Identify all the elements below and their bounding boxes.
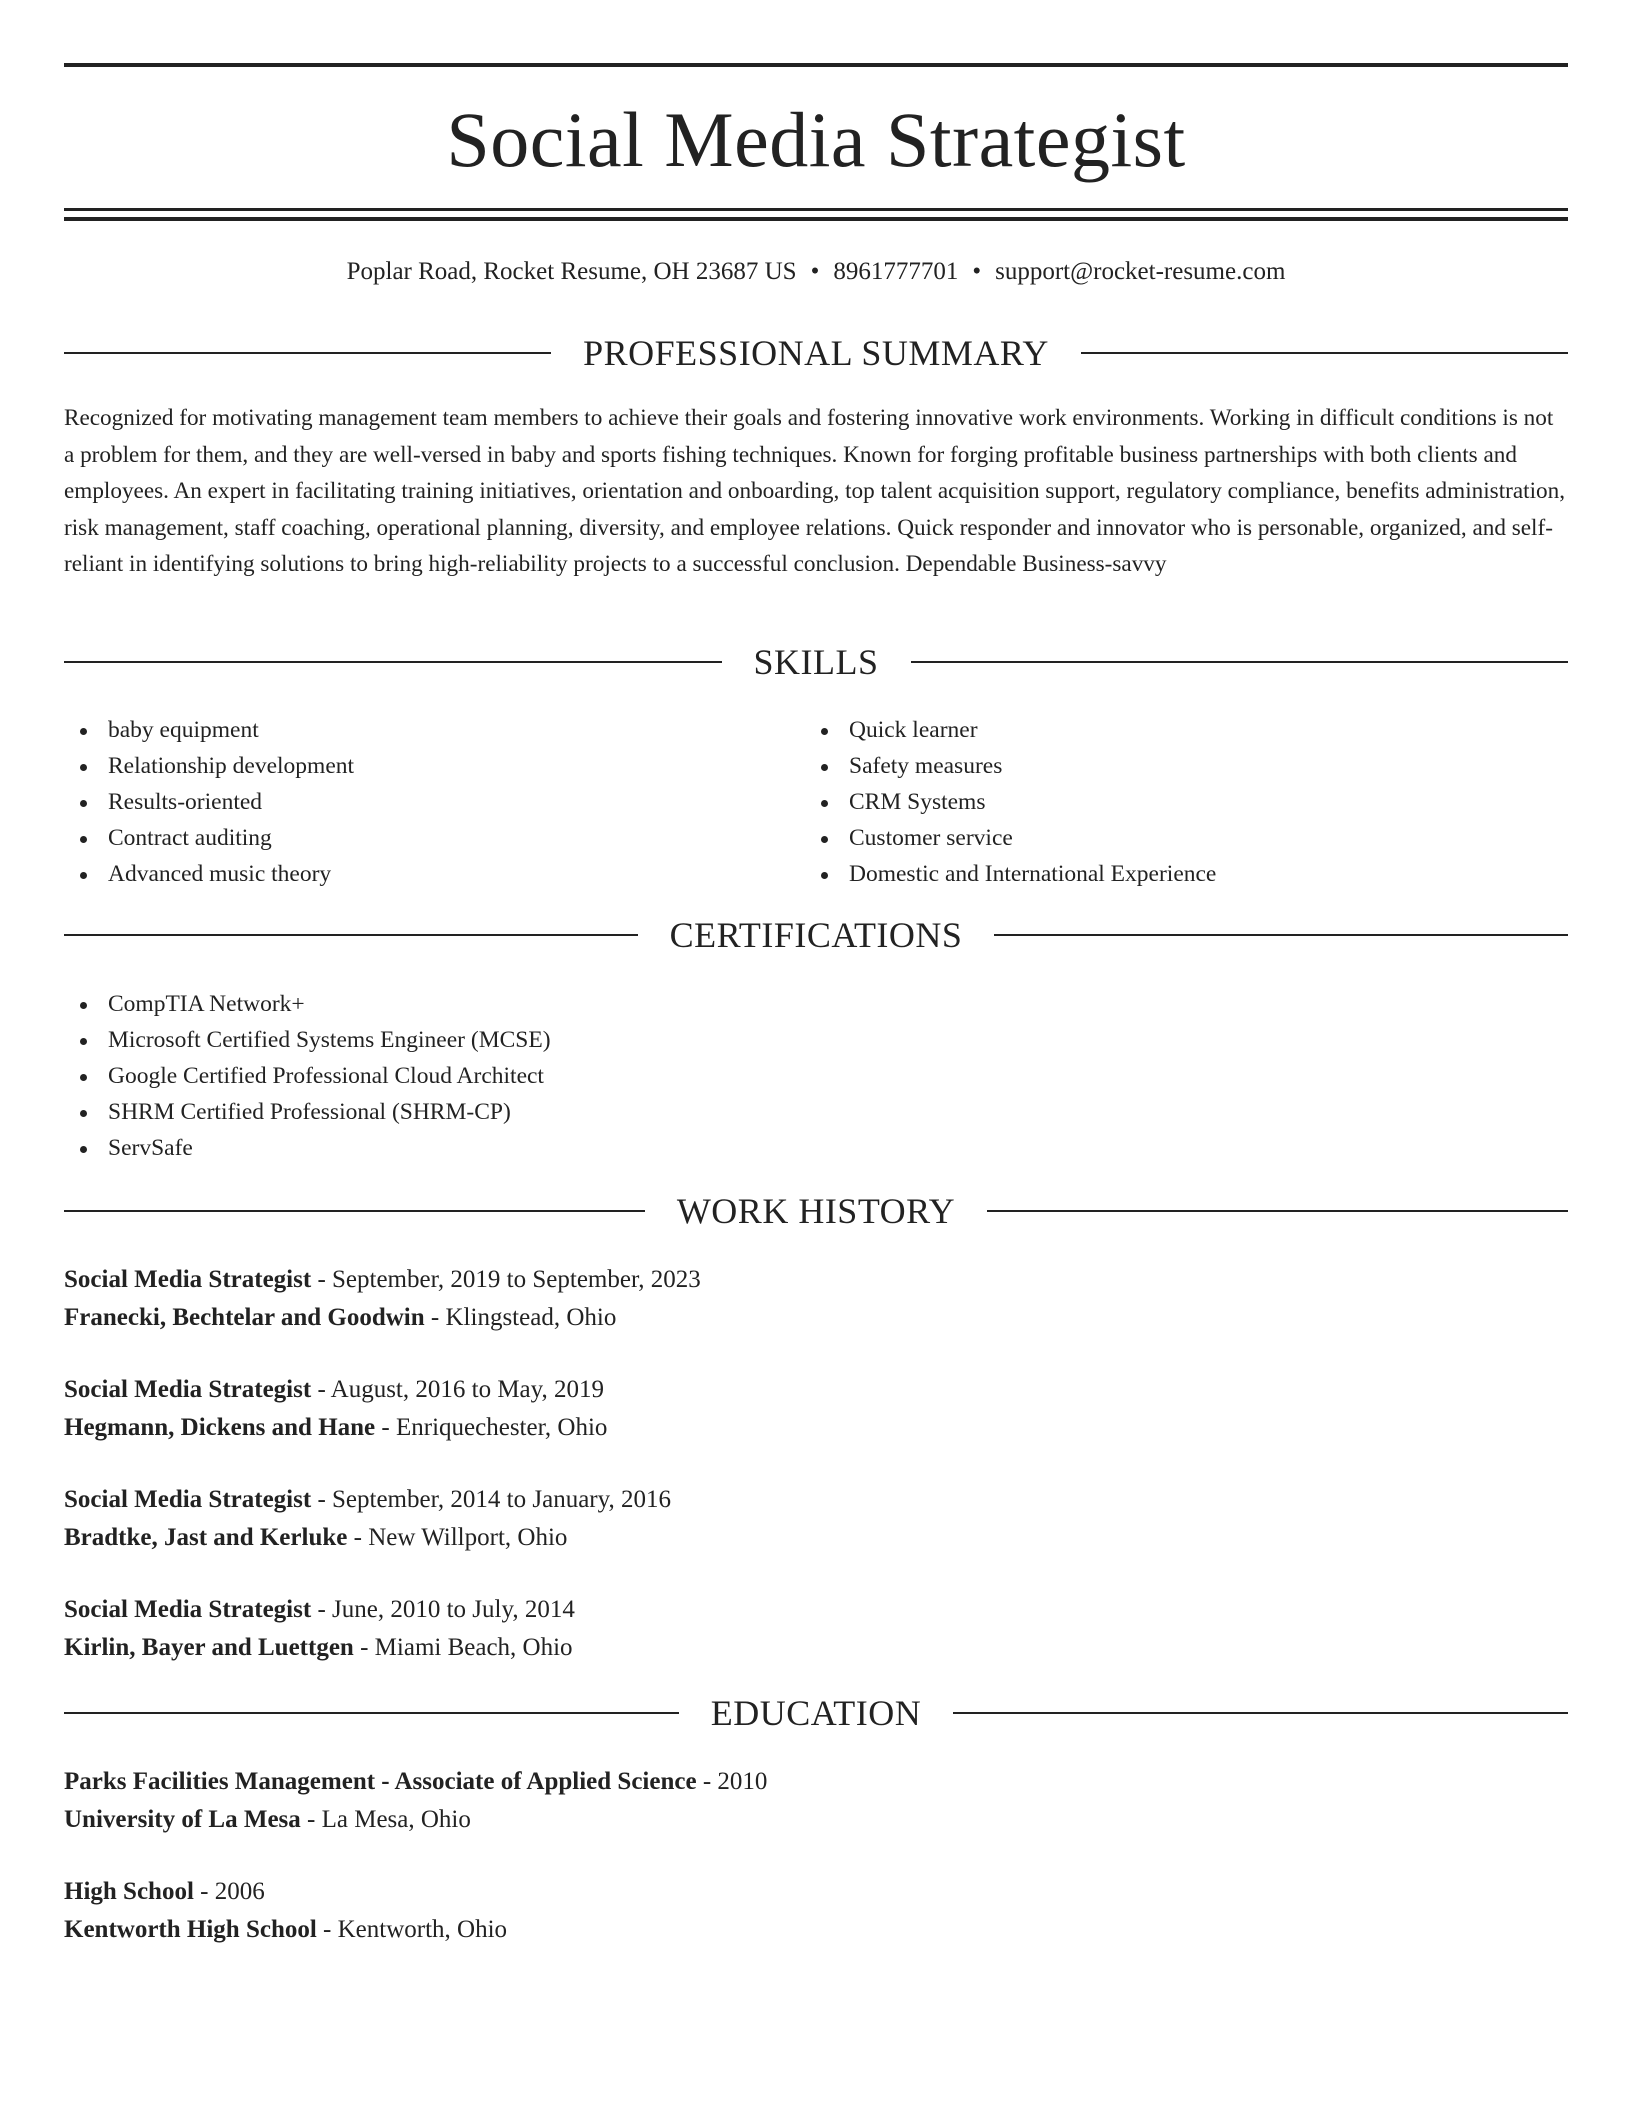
header-double-rule — [64, 208, 1568, 221]
job-company: Franecki, Bechtelar and Goodwin — [64, 1304, 425, 1331]
section-rule — [64, 352, 551, 354]
candidate-name: Social Media Strategist — [446, 96, 1186, 183]
skills-list-left — [64, 712, 354, 892]
education-location: Kentworth, Ohio — [337, 1916, 508, 1943]
certification-item: Microsoft Certified Systems Engineer (MCSE) — [64, 1022, 551, 1058]
education-degree: High School — [64, 1878, 194, 1905]
education-entry: High School - 2006 Kentworth High School - Kentworth, Ohio — [64, 1878, 508, 1943]
certification-item: Google Certified Professional Cloud Architect — [64, 1058, 551, 1094]
education-school: University of La Mesa — [64, 1806, 301, 1833]
education-location: La Mesa, Ohio — [321, 1806, 471, 1833]
skill-item: CRM Systems — [805, 784, 1216, 820]
section-title: SKILLS — [753, 642, 879, 682]
skill-item: Domestic and International Experience — [805, 856, 1216, 892]
job-title: Social Media Strategist — [64, 1266, 312, 1293]
section-rule — [64, 934, 638, 936]
certification-item: CompTIA Network+ — [64, 986, 551, 1022]
section-rule — [953, 1712, 1568, 1714]
skills-list-right — [805, 712, 1216, 892]
job-entry: Social Media Strategist - September, 2014 to January, 2016 Bradtke, Jast and Kerluke - New Willport, Ohio — [64, 1486, 671, 1551]
section-title: EDUCATION — [710, 1693, 922, 1733]
education-school: Kentworth High School — [64, 1916, 317, 1943]
section-rule — [987, 1210, 1568, 1212]
job-location: New Willport, Ohio — [368, 1524, 568, 1551]
education-year: 2006 — [214, 1878, 265, 1905]
job-title: Social Media Strategist — [64, 1486, 312, 1513]
skills-heading — [64, 640, 1568, 684]
section-rule — [64, 1210, 645, 1212]
summary-text: Recognized for motivating management team members to achieve their goals and fostering innovative work environments. Working in difficult conditions is not a problem for them, and they are well-versed in baby and sports fishing techniques. Known for forging profitable business partnerships with both clients and employees. An expert in facilitating training initiatives, orientation and onboarding, top talent acquisition support, regulatory compliance, benefits administration, risk management, staff coaching, operational planning, diversity, and employee relations. Quick responder and innovator who is personable, organized, and self-reliant in identifying solutions to bring high-reliability projects to a successful conclusion. Dependable Business-savvy — [64, 405, 1566, 577]
job-location: Klingstead, Ohio — [445, 1304, 617, 1331]
job-title: Social Media Strategist — [64, 1376, 312, 1403]
summary-heading — [64, 331, 1568, 375]
certification-item: ServSafe — [64, 1130, 551, 1166]
contact-separator: • — [972, 258, 982, 285]
contact-address: Poplar Road, Rocket Resume, OH 23687 US — [346, 258, 797, 285]
section-rule — [64, 1712, 679, 1714]
education-heading — [64, 1691, 1568, 1735]
section-title: WORK HISTORY — [676, 1191, 956, 1231]
job-dates: September, 2014 to January, 2016 — [332, 1486, 671, 1513]
contact-email: support@rocket-resume.com — [995, 258, 1286, 285]
section-title: CERTIFICATIONS — [669, 915, 963, 955]
job-location: Enriquechester, Ohio — [396, 1414, 608, 1441]
skill-item: Results-oriented — [64, 784, 354, 820]
education-year: 2010 — [717, 1768, 768, 1795]
section-rule — [911, 661, 1569, 663]
job-entry: Social Media Strategist - August, 2016 to May, 2019 Hegmann, Dickens and Hane - Enriquechester, Ohio — [64, 1376, 608, 1441]
skill-item: Contract auditing — [64, 820, 354, 856]
education-degree: Parks Facilities Management - Associate of Applied Science — [64, 1768, 697, 1795]
job-company: Hegmann, Dickens and Hane — [64, 1414, 376, 1441]
certifications-list — [64, 986, 551, 1166]
work-history-heading — [64, 1189, 1568, 1233]
skill-item: Customer service — [805, 820, 1216, 856]
skill-item: Relationship development — [64, 748, 354, 784]
section-rule — [64, 661, 722, 663]
header-top-rule — [64, 63, 1568, 67]
contact-line — [64, 255, 1568, 289]
section-rule — [994, 934, 1568, 936]
job-dates: August, 2016 to May, 2019 — [330, 1376, 605, 1403]
job-entry: Social Media Strategist - September, 2019 to September, 2023 Franecki, Bechtelar and Goodwin - Klingstead, Ohio — [64, 1266, 701, 1331]
job-dates: September, 2019 to September, 2023 — [332, 1266, 701, 1293]
certification-item: SHRM Certified Professional (SHRM-CP) — [64, 1094, 551, 1130]
certifications-heading — [64, 913, 1568, 957]
job-location: Miami Beach, Ohio — [374, 1634, 573, 1661]
section-rule — [1081, 352, 1568, 354]
job-dates: June, 2010 to July, 2014 — [332, 1596, 575, 1623]
section-title: PROFESSIONAL SUMMARY — [583, 333, 1049, 373]
job-company: Kirlin, Bayer and Luettgen — [64, 1634, 354, 1661]
job-company: Bradtke, Jast and Kerluke — [64, 1524, 348, 1551]
skill-item: Quick learner — [805, 712, 1216, 748]
contact-separator: • — [810, 258, 820, 285]
job-title: Social Media Strategist — [64, 1596, 312, 1623]
job-entry: Social Media Strategist - June, 2010 to July, 2014 Kirlin, Bayer and Luettgen - Miami Beach, Ohio — [64, 1596, 575, 1661]
skill-item: Safety measures — [805, 748, 1216, 784]
contact-phone: 8961777701 — [833, 258, 959, 285]
education-entry: Parks Facilities Management - Associate of Applied Science - 2010 University of La Mesa - La Mesa, Ohio — [64, 1768, 768, 1833]
skill-item: baby equipment — [64, 712, 354, 748]
skill-item: Advanced music theory — [64, 856, 354, 892]
